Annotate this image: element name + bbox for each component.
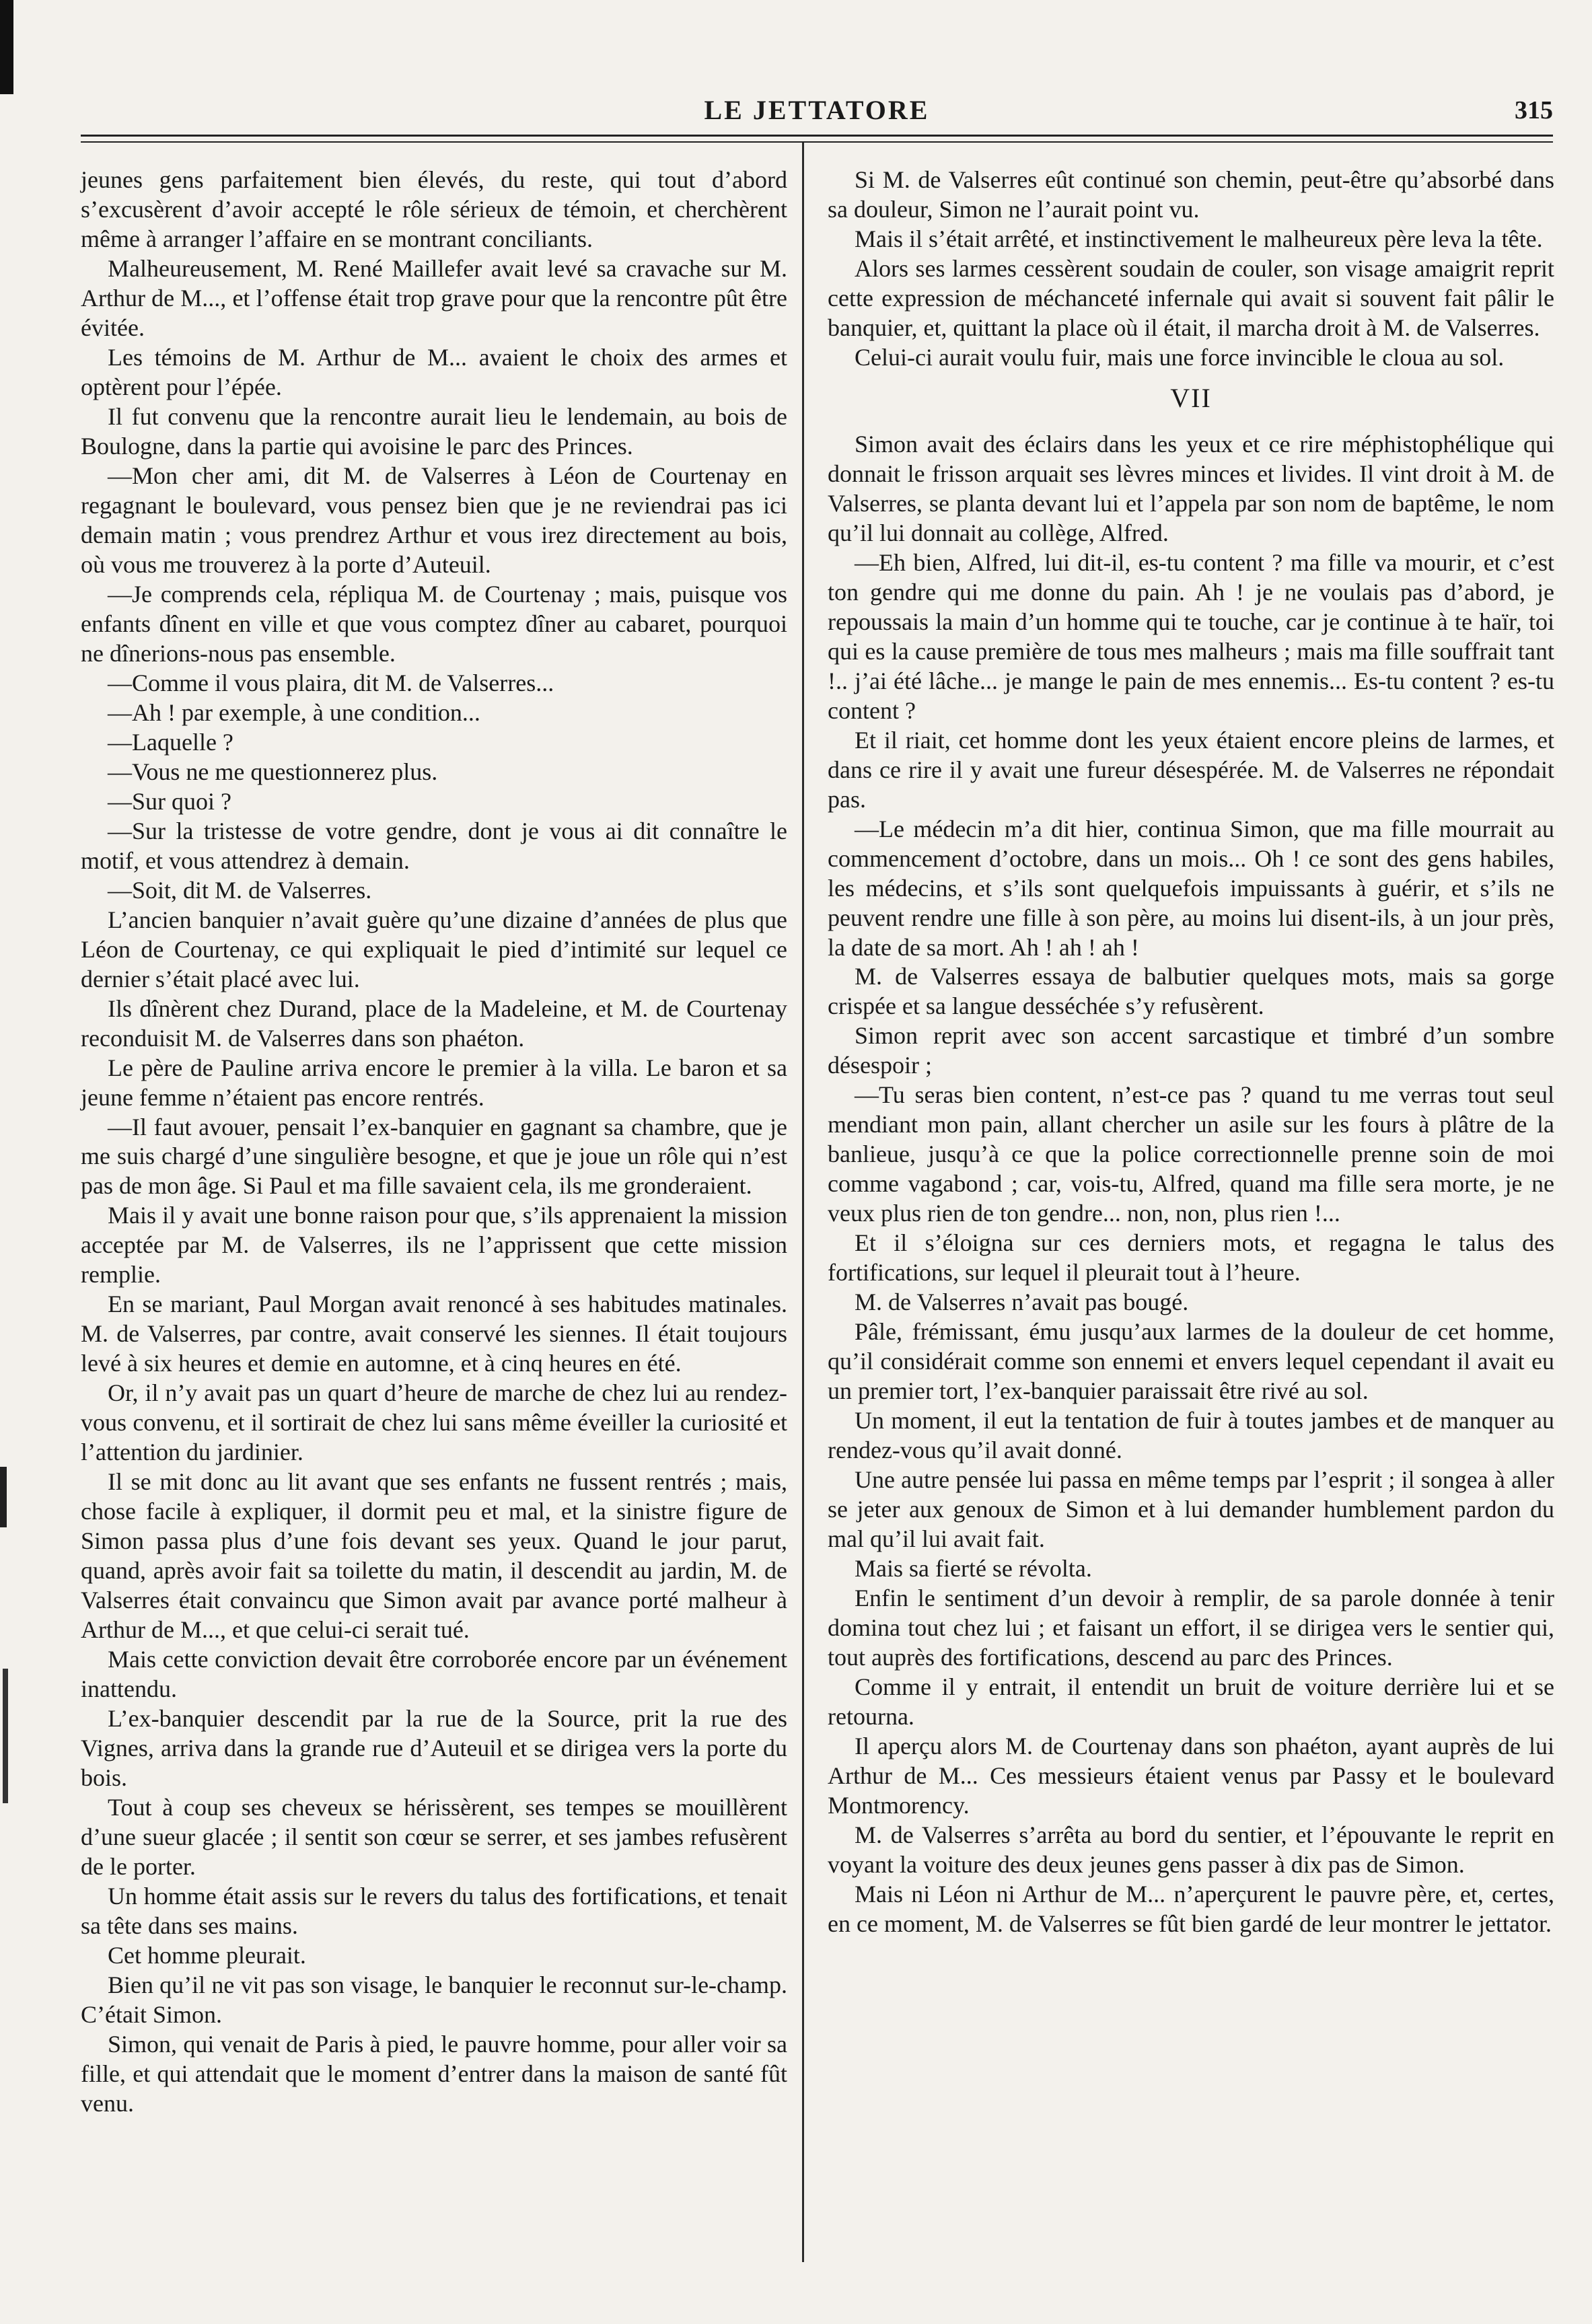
paragraph: —Sur la tristesse de votre gendre, dont je vous ai dit connaître le motif, et vous attendrez à demain. xyxy=(81,817,787,874)
paragraph: —Le médecin m’a dit hier, continua Simon, que ma fille mourrait au commencement d’octobre, dans un mois... Oh ! ce sont des gens habiles, les médecins, et s’ils sont quelquefois impuissants à guérir, et s’ils ne peuvent rendre une fille à son père, au moins lui disent-ils, à un jour près, la date de sa mort. Ah ! ah ! ah ! xyxy=(828,815,1554,961)
scan-edge-mark xyxy=(0,1467,7,1527)
paragraph: Si M. de Valserres eût continué son chemin, peut-être qu’absorbé dans sa douleur, Simon ne l’aurait point vu. xyxy=(828,166,1554,223)
paragraph: Il aperçu alors M. de Courtenay dans son phaéton, ayant auprès de lui Arthur de M... Ces messieurs étaient venus par Passy et le boulevard Montmorency. xyxy=(828,1733,1554,1819)
paragraph: Simon avait des éclairs dans les yeux et ce rire méphistophélique qui donnait le frisson arquait ses lèvres minces et livides. Il vint droit à M. de Valserres, se planta devant lui et l’appela par son nom de baptême, le nom qu’il lui donnait au collège, Alfred. xyxy=(828,430,1554,546)
paragraph: Cet homme pleurait. xyxy=(108,1942,306,1969)
paragraph: —Sur quoi ? xyxy=(108,787,231,815)
paragraph: —Tu seras bien content, n’est-ce pas ? quand tu me verras tout seul mendiant mon pain, allant chercher un asile sur les fours à plâtre de la banlieue, jusqu’à ce que la police correctionnelle prenne soin de moi comme vagabond ; car, vois-tu, Alfred, quand ma fille sera morte, je ne veux plus rien de ton gendre... non, non, plus rien !... xyxy=(828,1081,1554,1227)
paragraph: Malheureusement, M. René Maillefer avait levé sa cravache sur M. Arthur de M..., et l’offense était trop grave pour que la rencontre pût être évitée. xyxy=(81,254,787,341)
paragraph: —Il faut avouer, pensait l’ex-banquier en gagnant sa chambre, que je me suis chargé d’une singulière besogne, et que je joue un rôle qui n’est pas de mon âge. Si Paul et ma fille savaient cela, ils me gronderaient. xyxy=(81,1113,787,1200)
paragraph: Enfin le sentiment d’un devoir à remplir, de sa parole donnée à tenir domina tout chez lui ; et faisant un effort, il se dirigea vers le sentier qui, tout auprès des fortifications, descend au parc des Princes. xyxy=(828,1585,1554,1671)
paragraph: —Soit, dit M. de Valserres. xyxy=(108,876,372,904)
paragraph: Simon, qui venait de Paris à pied, le pauvre homme, pour aller voir sa fille, et qui attendait que le moment d’entrer dans la maison de santé fût venu. xyxy=(81,2031,787,2117)
column-divider xyxy=(802,143,804,2262)
paragraph: M. de Valserres s’arrêta au bord du sentier, et l’épouvante le reprit en voyant la voiture des deux jeunes gens passer à dix pas de Simon. xyxy=(828,1821,1554,1879)
paragraph: —Eh bien, Alfred, lui dit-il, es-tu content ? ma fille va mourir, et c’est ton gendre qui me donne du pain. Ah ! je ne voulais pas d’abord, je repoussais la main d’un homme qui te touche, car je continue à te haïr, toi qui es la cause première de tous mes malheurs ; mais ma fille souffrait tant !.. j’ai été lâche... je mange le pain de mes ennemis... Es-tu content ? es-tu content ? xyxy=(828,548,1554,724)
paragraph: En se mariant, Paul Morgan avait renoncé à ses habitudes matinales. M. de Valserres, par contre, avait conservé les siennes. Il était toujours levé à six heures et demie en automne, et à cinq heures en été. xyxy=(81,1291,787,1377)
paragraph: Mais cette conviction devait être corroborée encore par un événement inattendu. xyxy=(81,1646,787,1703)
paragraph: Bien qu’il ne vit pas son visage, le banquier le reconnut sur-le-champ. C’était Simon. xyxy=(81,1971,787,2029)
section-heading: VII xyxy=(1170,382,1212,413)
paragraph: Un moment, il eut la tentation de fuir à toutes jambes et de manquer au rendez-vous qu’il avait donné. xyxy=(828,1407,1554,1464)
paragraph: Alors ses larmes cessèrent soudain de couler, son visage amaigrit reprit cette expression de méchanceté infernale qui avait si souvent fait pâlir le banquier, et, quittant la place où il était, il marcha droit à M. de Valserres. xyxy=(828,254,1554,341)
paragraph: Mais il s’était arrêté, et instinctivement le malheureux père leva la tête. xyxy=(855,225,1543,252)
paragraph: Tout à coup ses cheveux se hérissèrent, ses tempes se mouillèrent d’une sueur glacée ; il sentit son cœur se serrer, et ses jambes refusèrent de le porter. xyxy=(81,1794,787,1881)
paragraph: —Comme il vous plaira, dit M. de Valserres... xyxy=(108,669,554,696)
paragraph: Et il riait, cet homme dont les yeux étaient encore pleins de larmes, et dans ce rire il y avait une fureur désespérée. M. de Valserres ne répondait pas. xyxy=(828,726,1554,813)
paragraph: Et il s’éloigna sur ces derniers mots, et regagna le talus des fortifications, sur lequel il pleurait tout à l’heure. xyxy=(828,1229,1554,1286)
paragraph: Mais sa fierté se révolta. xyxy=(855,1555,1092,1583)
page-header xyxy=(81,94,1553,137)
paragraph: Pâle, frémissant, ému jusqu’aux larmes de la douleur de cet homme, qu’il considérait comme son ennemi et envers lequel cependant il avait eu un premier tort, l’ex-banquier paraissait être rivé au sol. xyxy=(828,1318,1554,1405)
paragraph: Mais il y avait une bonne raison pour que, s’ils apprenaient la mission acceptée par M. de Valserres, ils ne l’apprissent que cette mission remplie. xyxy=(81,1202,787,1288)
paragraph: Ils dînèrent chez Durand, place de la Madeleine, et M. de Courtenay reconduisit M. de Valserres dans son phaéton. xyxy=(81,994,787,1052)
paragraph: Mais ni Léon ni Arthur de M... n’aperçurent le pauvre père, et, certes, en ce moment, M. de Valserres se fût bien gardé de leur montrer le jettator. xyxy=(828,1881,1554,1937)
paragraph: —Mon cher ami, dit M. de Valserres à Léon de Courtenay en regagnant le boulevard, vous pensez bien que je ne reviendrai pas ici demain matin ; vous prendrez Arthur et vous irez directement au bois, où vous me trouverez à la porte d’Auteuil. xyxy=(81,462,787,578)
paragraph: M. de Valserres essaya de balbutier quelques mots, mais sa gorge crispée et sa langue desséchée s’y refusèrent. xyxy=(828,963,1554,1020)
header-rule xyxy=(81,141,1553,143)
scan-edge-mark xyxy=(3,1669,8,1803)
paragraph: Il fut convenu que la rencontre aurait lieu le lendemain, au bois de Boulogne, dans la partie qui avoisine le parc des Princes. xyxy=(81,402,787,460)
paragraph: —Je comprends cela, répliqua M. de Courtenay ; mais, puisque vos enfants dînent en ville et que vous comptez dîner au cabaret, pourquoi ne dînerions-nous pas ensemble. xyxy=(81,580,787,667)
paragraph: Simon reprit avec son accent sarcastique et timbré d’un sombre désespoir ; xyxy=(828,1022,1554,1079)
paragraph: Les témoins de M. Arthur de M... avaient le choix des armes et optèrent pour l’épée. xyxy=(81,343,787,400)
paragraph: Celui-ci aurait voulu fuir, mais une force invincible le cloua au sol. xyxy=(855,343,1505,371)
right-column-before xyxy=(828,166,1554,373)
paragraph: Il se mit donc au lit avant que ses enfants ne fussent rentrés ; mais, chose facile à expliquer, il dormit peu et mal, et la sinistre figure de Simon passa plus d’une fois devant ses yeux. Quand le jour parut, quand, après avoir fait sa toilette du matin, il descendit au jardin, M. de Valserres était convaincu que Simon avait par avance porté malheur à Arthur de M..., et que celui-ci serait tué. xyxy=(81,1468,787,1644)
right-column xyxy=(828,166,1554,1939)
header-rule xyxy=(81,135,1553,137)
left-column xyxy=(81,166,787,2119)
scan-edge-mark xyxy=(0,0,13,94)
paragraph: —Ah ! par exemple, à une condition... xyxy=(108,698,480,726)
right-column-after xyxy=(828,430,1554,1939)
paragraph: Une autre pensée lui passa en même temps par l’esprit ; il songea à aller se jeter aux genoux de Simon et à lui demander humblement pardon du mal qu’il lui avait fait. xyxy=(828,1466,1554,1553)
paragraph: M. de Valserres n’avait pas bougé. xyxy=(855,1288,1189,1316)
running-title: LE JETTATORE xyxy=(704,95,930,125)
paragraph: —Laquelle ? xyxy=(108,728,233,756)
paragraph: L’ex-banquier descendit par la rue de la Source, prit la rue des Vignes, arriva dans la grande rue d’Auteuil et se dirigea vers la porte du bois. xyxy=(81,1705,787,1792)
paragraph: jeunes gens parfaitement bien élevés, du reste, qui tout d’abord s’excusèrent d’avoir accepté le rôle sérieux de témoin, et cherchèrent même à arranger l’affaire en se montrant conciliants. xyxy=(81,166,787,252)
paragraph: —Vous ne me questionnerez plus. xyxy=(108,758,438,785)
paragraph: L’ancien banquier n’avait guère qu’une dizaine d’années de plus que Léon de Courtenay, ce qui expliquait le pied d’intimité sur lequel ce dernier s’était placé avec lui. xyxy=(81,906,787,992)
paragraph: Or, il n’y avait pas un quart d’heure de marche de chez lui au rendez-vous convenu, et il sortirait de chez lui sans même éveiller la curiosité et l’attention du jardinier. xyxy=(81,1379,787,1466)
paragraph: Le père de Pauline arriva encore le premier à la villa. Le baron et sa jeune femme n’étaient pas encore rentrés. xyxy=(81,1054,787,1111)
page-number: 315 xyxy=(1515,96,1553,124)
paragraph: Comme il y entrait, il entendit un bruit de voiture derrière lui et se retourna. xyxy=(828,1673,1554,1731)
paragraph: Un homme était assis sur le revers du talus des fortifications, et tenait sa tête dans ses mains. xyxy=(81,1883,787,1940)
